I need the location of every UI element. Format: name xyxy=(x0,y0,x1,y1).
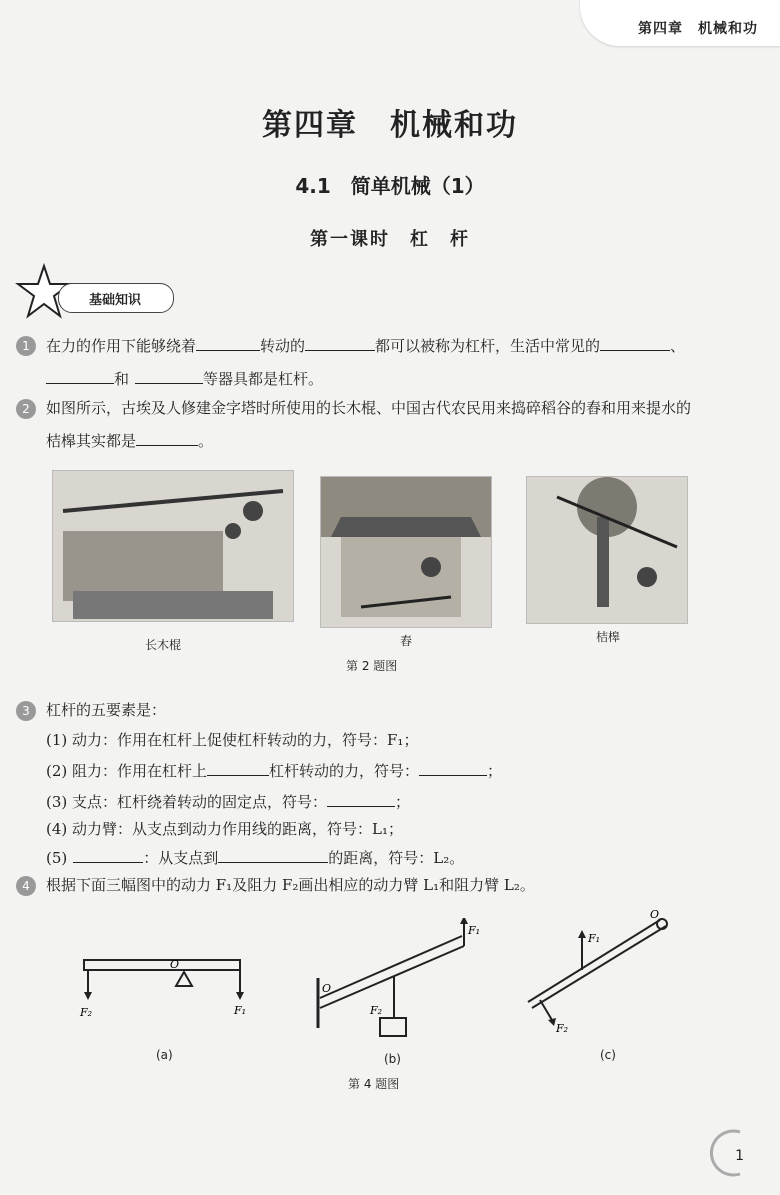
q3-item-2-text-b: 杠杆转动的力，符号： xyxy=(269,762,420,780)
q1-line2 xyxy=(46,368,323,389)
well-sweep-illustration xyxy=(526,476,688,624)
chapter-title: 第四章 机械和功 xyxy=(262,108,518,143)
lever-diagram-b xyxy=(300,918,480,1048)
q1-blank-5[interactable] xyxy=(135,368,203,384)
q1-blank-3[interactable] xyxy=(600,335,670,351)
force-label-f1: F₁ xyxy=(234,1004,247,1017)
q1-blank-4[interactable] xyxy=(46,368,114,384)
q3-item-2 xyxy=(46,760,502,781)
diagram-a-label: (a) xyxy=(156,1048,173,1062)
figure-caption-q2: 第 2 题图 xyxy=(346,659,398,673)
q3-item-5-text-a: (5) xyxy=(46,849,68,867)
q2-line1: 如图所示，古埃及人修建金字塔时所使用的长木棍、中国古代农民用来捣碎稻谷的舂和用来提水的 xyxy=(46,399,692,417)
q3-item-5 xyxy=(46,847,464,868)
section-badge xyxy=(58,283,174,313)
q3-item-1: (1) 动力：作用在杠杆上促使杠杆转动的力，符号：F₁； xyxy=(46,731,419,749)
q2-line2 xyxy=(46,430,213,451)
long-stick-illustration xyxy=(52,470,294,622)
force-label-f2: F₂ xyxy=(556,1022,569,1035)
badge-label: 基础知识 xyxy=(89,293,142,308)
question-number: 2 xyxy=(16,399,36,419)
q3-blank-3[interactable] xyxy=(327,791,395,807)
q3-item-4: (4) 动力臂：从支点到动力作用线的距离，符号：L₁； xyxy=(46,820,403,838)
q4-text: 根据下面三幅图中的动力 F₁及阻力 F₂画出相应的动力臂 L₁和阻力臂 L₂。 xyxy=(46,876,535,894)
question-number: 4 xyxy=(16,876,36,896)
q3-intro: 杠杆的五要素是： xyxy=(46,701,167,719)
q3-blank-4[interactable] xyxy=(73,847,143,863)
pivot-label: O xyxy=(650,908,660,921)
page-curl-decoration xyxy=(700,1128,760,1178)
q1-text-c: 都可以被称为杠杆，生活中常见的 xyxy=(375,337,601,355)
pivot-label: O xyxy=(322,982,332,995)
q3-blank-2[interactable] xyxy=(419,760,487,776)
q3-blank-1[interactable] xyxy=(207,760,269,776)
q3-item-3-text-a: (3) 支点：杠杆绕着转动的固定点，符号： xyxy=(46,793,328,811)
question-number: 3 xyxy=(16,701,36,721)
image-caption-long-stick: 长木棍 xyxy=(145,638,182,652)
q2-text-b: 。 xyxy=(198,432,214,450)
mortar-illustration xyxy=(320,476,492,628)
diagram-c-label: (c) xyxy=(600,1048,616,1062)
q3-item-5-text-b: ：从支点到 xyxy=(143,849,219,867)
pivot-label: O xyxy=(170,958,180,971)
image-caption-mortar: 舂 xyxy=(400,634,413,648)
question-number: 1 xyxy=(16,336,36,356)
chapter-header-tab xyxy=(580,0,780,46)
q1-text-a: 在力的作用下能够绕着 xyxy=(46,337,197,355)
lever-diagram-a xyxy=(70,920,260,1030)
q2-blank[interactable] xyxy=(136,430,198,446)
lesson-title: 第一课时 杠 杆 xyxy=(310,229,470,250)
q3-item-5-text-c: 的距离，符号：L₂。 xyxy=(328,849,465,867)
q2-text-a: 桔槔其实都是 xyxy=(46,432,137,450)
q3-item-2-text-c: ； xyxy=(487,762,503,780)
figure-caption-q4: 第 4 题图 xyxy=(348,1077,400,1091)
force-label-f2: F₂ xyxy=(80,1006,93,1019)
section-title: 4.1 简单机械（1） xyxy=(295,174,485,198)
image-caption-well-sweep: 桔槔 xyxy=(596,630,621,644)
q1-blank-1[interactable] xyxy=(196,335,260,351)
q1-text-b: 转动的 xyxy=(260,337,306,355)
q1-blank-2[interactable] xyxy=(305,335,375,351)
q3-item-3 xyxy=(46,791,410,812)
lever-diagram-c xyxy=(520,908,700,1038)
q1-text-d: 、 xyxy=(670,337,686,355)
force-label-f2: F₂ xyxy=(370,1004,383,1017)
force-label-f1: F₁ xyxy=(588,932,601,945)
q1-text-f: 等器具都是杠杆。 xyxy=(203,370,324,388)
q3-item-3-text-b: ； xyxy=(395,793,411,811)
q1-line1 xyxy=(46,335,685,356)
q3-item-2-text-a: (2) 阻力：作用在杠杆上 xyxy=(46,762,208,780)
q1-text-e: 和 xyxy=(114,370,130,388)
q3-blank-5[interactable] xyxy=(218,847,328,863)
force-label-f1: F₁ xyxy=(468,924,480,937)
chapter-header-label: 第四章 机械和功 xyxy=(638,21,758,37)
page-number: 1 xyxy=(735,1148,744,1164)
diagram-b-label: (b) xyxy=(384,1052,401,1066)
